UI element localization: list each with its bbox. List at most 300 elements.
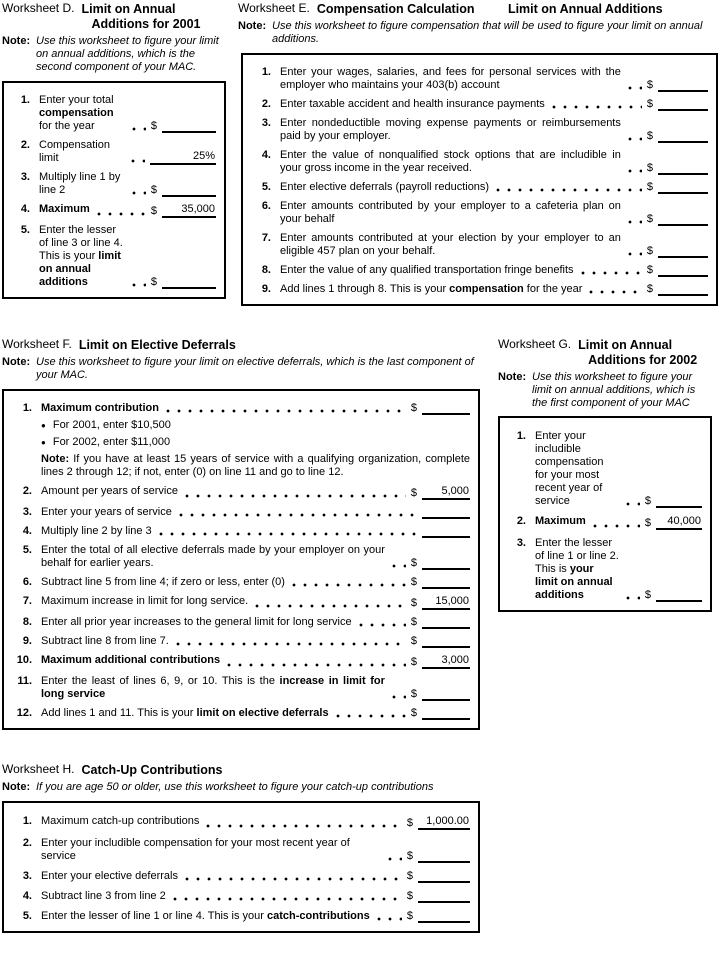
amount-underline: 1,000.00: [418, 815, 470, 830]
dot-leader: [166, 409, 406, 413]
dollar-sign: $: [410, 688, 417, 700]
line-number: 1.: [516, 430, 526, 442]
line-text-segment: catch-contributions: [267, 910, 370, 922]
line-text-segment: Maximum: [535, 515, 586, 527]
dot-leader: [628, 137, 642, 141]
line-number: 12.: [16, 707, 32, 719]
worksheet-f-header: [2, 338, 482, 353]
amount: [411, 688, 470, 701]
line-text-segment: Enter the value of nonqualified stock options that are includible in your gross income in the year received.: [280, 149, 621, 174]
line-text-segment: limit on annual additions: [39, 250, 121, 288]
line-text: [280, 283, 582, 296]
amount-underline: [658, 89, 708, 92]
line-text: [41, 910, 370, 923]
line-text-segment: Enter the least of lines 6, 9, or 10. This is the: [41, 675, 280, 687]
worksheet-title: [81, 2, 200, 32]
worksheet-d: [2, 2, 234, 299]
amount-underline: [422, 586, 470, 589]
line-number: 2.: [20, 139, 30, 151]
line-text-segment: Compensation limit: [39, 139, 110, 164]
amount: [411, 595, 470, 610]
note-label: Note:: [2, 356, 31, 368]
line-text-segment: Maximum: [39, 203, 90, 215]
amount: [411, 635, 470, 648]
dot-leader: [132, 191, 146, 195]
line-number: 2.: [22, 485, 32, 497]
worksheet-line: [8, 94, 216, 133]
amount-underline: [162, 286, 216, 289]
line-text-segment: for the year: [523, 283, 583, 295]
worksheet-line: [8, 707, 470, 720]
worksheet-d-box: [2, 81, 226, 299]
amount-underline: [162, 194, 216, 197]
dollar-sign: $: [644, 589, 651, 601]
dot-leader: [626, 502, 640, 506]
worksheet-line: [247, 66, 708, 92]
amount: [647, 213, 708, 226]
amount: [647, 181, 708, 194]
line-text-segment: Enter the lesser of line 1 or line 4. This is your: [41, 910, 268, 922]
dollar-sign: $: [406, 910, 413, 922]
line-text: [280, 149, 621, 175]
line-text: [39, 139, 124, 165]
title-line: Limit on Annual: [578, 338, 673, 352]
amount-underline: [422, 645, 470, 648]
line-text-segment: Enter your includible compensation for your most recent year of service: [535, 430, 604, 507]
line-text-segment: your limit on annual additions: [535, 563, 613, 601]
worksheet-g: [498, 338, 716, 612]
amount: [422, 535, 470, 538]
amount: [647, 162, 708, 175]
line-text: [41, 453, 470, 479]
amount: [151, 184, 216, 197]
line-text: [280, 98, 545, 111]
amount: [411, 616, 470, 629]
line-text: [280, 200, 621, 226]
dollar-sign: $: [406, 817, 413, 829]
line-number: 1.: [20, 94, 30, 106]
bullet-icon: ●: [41, 438, 46, 447]
worksheet-line: [8, 506, 470, 519]
amount-underline: [422, 717, 470, 720]
worksheet-line: [8, 890, 470, 903]
amount: [407, 890, 470, 903]
dollar-sign: $: [410, 656, 417, 668]
worksheet-e: [238, 2, 721, 306]
bullet-line: [8, 419, 470, 432]
worksheet-label: Worksheet E.: [238, 1, 310, 15]
worksheet-label: Worksheet D.: [2, 1, 75, 15]
amount: [647, 130, 708, 143]
amount-underline: 40,000: [656, 515, 702, 530]
line-text: [41, 402, 159, 415]
title-part: Limit on Annual Additions: [507, 2, 663, 16]
dollar-sign: $: [410, 557, 417, 569]
amount: [411, 402, 470, 415]
line-number: 7.: [261, 232, 271, 244]
note-label: Note:: [2, 35, 31, 47]
title-line: Limit on Annual: [81, 2, 176, 16]
worksheet-line: [8, 595, 470, 610]
line-text: [41, 890, 166, 903]
amount-underline: [658, 223, 708, 226]
line-text-segment: Enter your includible compensation for your most recent year of service: [41, 837, 350, 862]
line-number: 5.: [20, 224, 30, 236]
line-number: 3.: [261, 117, 271, 129]
line-text: [41, 485, 178, 498]
worksheet-line: [8, 654, 470, 669]
line-text-segment: Subtract line 3 from line 2: [41, 890, 166, 902]
worksheet-line: [8, 616, 470, 629]
amount-underline: 5,000: [422, 485, 470, 500]
line-text: [41, 815, 199, 828]
line-number: 10.: [16, 654, 32, 666]
dollar-sign: $: [646, 98, 653, 110]
worksheet-e-box: [241, 53, 718, 306]
worksheet-h-note: [2, 781, 482, 794]
worksheet-h-box: [2, 801, 480, 933]
line-text: [41, 654, 220, 667]
dollar-sign: $: [406, 870, 413, 882]
worksheet-line: [8, 203, 216, 218]
line-text: [41, 870, 178, 883]
dollar-sign: $: [644, 517, 651, 529]
amount-underline: [418, 860, 470, 863]
amount: [407, 910, 470, 923]
line-text: [41, 595, 248, 608]
amount: [411, 576, 470, 589]
line-number: 4.: [261, 149, 271, 161]
dot-leader: [131, 159, 145, 163]
amount: [647, 245, 708, 258]
line-text-segment: for the year: [39, 120, 95, 132]
amount-underline: [422, 516, 470, 519]
line-text: [41, 635, 169, 648]
amount: [647, 264, 708, 277]
line-text-segment: Subtract line 8 from line 7.: [41, 635, 169, 647]
bullet-line: [8, 436, 470, 449]
worksheet-e-header: [238, 2, 721, 17]
dot-leader: [227, 663, 406, 667]
line-text-segment: Subtract line 5 from line 4; if zero or less, enter (0): [41, 576, 285, 588]
worksheet-g-header: [498, 338, 716, 368]
line-number: 8.: [261, 264, 271, 276]
amount-underline: 15,000: [422, 595, 470, 610]
note-label: Note:: [2, 781, 31, 793]
dollar-sign: $: [646, 213, 653, 225]
dot-leader: [97, 212, 146, 216]
dollar-sign: $: [646, 264, 653, 276]
note-text: Use this worksheet to figure your limit on annual additions, which is the first component of your MAC: [532, 371, 696, 409]
dot-leader: [173, 897, 402, 901]
dot-leader: [388, 857, 402, 861]
line-text: [280, 264, 574, 277]
dollar-sign: $: [646, 79, 653, 91]
dot-leader: [132, 127, 146, 131]
dot-leader: [206, 824, 402, 828]
amount: [645, 589, 702, 602]
amount: [645, 495, 702, 508]
amount: [151, 120, 216, 133]
amount-underline: [658, 108, 708, 111]
worksheet-line: [8, 837, 470, 863]
amount: [407, 850, 470, 863]
line-number: 2.: [22, 837, 32, 849]
worksheet-title: Limit on Elective Deferrals: [78, 338, 236, 352]
dollar-sign: $: [150, 184, 157, 196]
dot-leader: [392, 564, 406, 568]
dollar-sign: $: [646, 245, 653, 257]
line-text-segment: Enter your wages, salaries, and fees for personal services with the employer who maintains your 403(b) account: [280, 66, 621, 91]
line-number: 11.: [17, 675, 32, 687]
dollar-sign: $: [150, 205, 157, 217]
dot-leader: [336, 714, 406, 718]
dollar-sign: $: [150, 120, 157, 132]
worksheet-title: Catch-Up Contributions: [81, 763, 223, 777]
line-number: 9.: [22, 635, 32, 647]
note-label: Note:: [238, 20, 267, 32]
line-text-segment: Enter all prior year increases to the general limit for long service: [41, 616, 352, 628]
amount: [151, 276, 216, 289]
worksheet-line: [247, 98, 708, 111]
worksheet-line: [247, 283, 708, 296]
amount: [150, 150, 216, 165]
dot-leader: [179, 513, 417, 517]
worksheet-line: [8, 576, 470, 589]
worksheet-line: [247, 264, 708, 277]
worksheet-d-header: [2, 2, 234, 32]
line-text-segment: Maximum increase in limit for long service.: [41, 595, 249, 607]
amount: [647, 79, 708, 92]
worksheet-line: [504, 515, 702, 530]
line-number: 1.: [22, 402, 32, 414]
amount-underline: [422, 535, 470, 538]
dot-leader: [626, 596, 640, 600]
worksheet-e-note: [238, 20, 721, 46]
dot-leader: [176, 642, 406, 646]
line-number: 3.: [516, 537, 526, 549]
line-number: 4.: [20, 203, 30, 215]
dot-leader: [255, 604, 406, 608]
amount: [411, 707, 470, 720]
amount: [647, 98, 708, 111]
amount: [411, 485, 470, 500]
line-number: 1.: [22, 815, 32, 827]
amount-underline: [422, 626, 470, 629]
line-number: 9.: [261, 283, 271, 295]
line-number: 5.: [261, 181, 271, 193]
title-line: Additions for 2001: [91, 17, 201, 31]
amount-underline: [422, 412, 470, 415]
amount-underline: [658, 255, 708, 258]
amount-underline: [656, 505, 702, 508]
worksheet-f-note: [2, 356, 482, 382]
worksheet-label: Worksheet G.: [498, 337, 572, 351]
line-text-segment: Maximum catch-up contributions: [41, 815, 200, 827]
line-text-segment: Enter your elective deferrals: [41, 870, 178, 882]
amount-underline: [418, 900, 470, 903]
worksheet-line: [8, 402, 470, 415]
dot-leader: [552, 105, 642, 109]
amount: [151, 203, 216, 218]
line-text: [41, 707, 329, 720]
line-text: [41, 616, 352, 629]
worksheet-d-note: [2, 35, 234, 74]
line-number: 4.: [22, 890, 32, 902]
dollar-sign: $: [410, 487, 417, 499]
line-text-segment: compensation: [39, 107, 114, 119]
worksheet-f-box: [2, 389, 480, 730]
worksheet-h: [2, 763, 482, 933]
worksheet-label: Worksheet F.: [2, 337, 72, 351]
worksheet-line: [247, 200, 708, 226]
worksheet-title: [578, 338, 697, 368]
amount-underline: [422, 567, 470, 570]
line-text-segment: Maximum contribution: [41, 402, 159, 414]
worksheet-line: [8, 870, 470, 883]
title-part: Compensation Calculation: [316, 2, 475, 16]
amount: [407, 815, 470, 830]
amount: [645, 515, 702, 530]
dot-leader: [628, 169, 642, 173]
line-text: [280, 117, 621, 143]
inner-note-label: Note:: [41, 453, 70, 465]
worksheet-line: [8, 815, 470, 830]
worksheet-line: [8, 224, 216, 289]
dot-leader: [392, 695, 406, 699]
dot-leader: [628, 86, 642, 90]
note-text: Use this worksheet to figure your limit on elective deferrals, which is the last component of your MAC.: [36, 356, 474, 381]
dot-leader: [292, 583, 406, 587]
line-text: [41, 525, 152, 538]
worksheet-line: [504, 537, 702, 602]
line-number: 3.: [20, 171, 30, 183]
line-text: [535, 430, 619, 508]
dot-leader: [185, 494, 406, 498]
amount: [411, 557, 470, 570]
line-text: [280, 181, 489, 194]
amount-underline: [162, 130, 216, 133]
amount-underline: [658, 191, 708, 194]
worksheet-line: [247, 232, 708, 258]
dot-leader: [589, 290, 641, 294]
line-text: [280, 232, 621, 258]
line-text-segment: If you have at least 15 years of service with a qualifying organization, complete lines 2 through 12; if not, enter (0) on line 11 and go to line 12.: [41, 453, 470, 478]
line-text: [535, 515, 586, 528]
line-text: [41, 436, 470, 449]
dollar-sign: $: [406, 850, 413, 862]
worksheet-line: [8, 485, 470, 500]
line-number: 2.: [261, 98, 271, 110]
line-text-segment: Enter taxable accident and health insurance payments: [280, 98, 545, 110]
line-text-segment: Multiply line 1 by line 2: [39, 171, 121, 196]
line-text-segment: Enter the lesser of line 1 or line 2. This is: [535, 537, 619, 575]
dot-leader: [132, 283, 146, 287]
amount-underline: [658, 274, 708, 277]
line-text-segment: Enter the total of all elective deferrals made by your employer on your behalf for earlier years.: [41, 544, 385, 569]
worksheet-line: [504, 430, 702, 508]
line-text: [41, 419, 470, 432]
amount-underline: 35,000: [162, 203, 216, 218]
line-text: [41, 506, 172, 519]
line-text-segment: Enter amounts contributed at your election by your employer to an eligible 457 plan on your behalf.: [280, 232, 621, 257]
line-text: [39, 94, 125, 133]
line-text: [41, 544, 385, 570]
amount-underline: 3,000: [422, 654, 470, 669]
dot-leader: [628, 220, 642, 224]
inner-note-line: [8, 453, 470, 479]
dollar-sign: $: [410, 616, 417, 628]
line-text: [39, 171, 125, 197]
line-text: [41, 576, 285, 589]
amount-underline: 25%: [150, 150, 216, 165]
dollar-sign: $: [406, 890, 413, 902]
line-text-segment: For 2002, enter $11,000: [52, 436, 171, 448]
line-number: 6.: [22, 576, 32, 588]
amount-underline: [656, 599, 702, 602]
line-number: 7.: [22, 595, 32, 607]
dollar-sign: $: [410, 576, 417, 588]
worksheet-label: Worksheet H.: [2, 762, 75, 776]
amount-underline: [658, 172, 708, 175]
line-text: [39, 203, 90, 216]
amount-underline: [658, 140, 708, 143]
amount: [411, 654, 470, 669]
dollar-sign: $: [410, 402, 417, 414]
line-text-segment: Enter nondeductible moving expense payments or reimbursements paid by your employer.: [280, 117, 621, 142]
line-text-segment: Multiply line 2 by line 3: [41, 525, 152, 537]
dollar-sign: $: [646, 162, 653, 174]
amount-underline: [658, 293, 708, 296]
dollar-sign: $: [646, 130, 653, 142]
line-number: 4.: [22, 525, 32, 537]
dollar-sign: $: [410, 635, 417, 647]
worksheet-line: [8, 525, 470, 538]
line-text-segment: Enter your total: [39, 94, 114, 106]
dollar-sign: $: [410, 597, 417, 609]
worksheet-h-header: [2, 763, 482, 778]
line-number: 8.: [22, 616, 32, 628]
line-text-segment: For 2001, enter $10,500: [52, 419, 171, 431]
line-number: 3.: [22, 506, 32, 518]
worksheet-line: [247, 149, 708, 175]
dollar-sign: $: [646, 181, 653, 193]
line-text: [535, 537, 619, 602]
amount: [422, 516, 470, 519]
dot-leader: [377, 917, 402, 921]
worksheet-g-box: [498, 416, 712, 612]
line-text-segment: Amount per years of service: [41, 485, 178, 497]
line-text-segment: compensation: [449, 283, 524, 295]
amount-underline: [422, 698, 470, 701]
worksheet-line: [8, 910, 470, 923]
amount-underline: [418, 880, 470, 883]
title-line: Additions for 2002: [588, 353, 698, 367]
line-text: [280, 66, 621, 92]
line-text: [39, 224, 125, 289]
dot-leader: [628, 252, 642, 256]
dot-leader: [593, 524, 640, 528]
amount: [407, 870, 470, 883]
worksheet-title: [317, 2, 663, 17]
dot-leader: [581, 271, 642, 275]
line-number: 6.: [261, 200, 271, 212]
dot-leader: [359, 623, 406, 627]
note-text: Use this worksheet to figure your limit on annual additions, which is the second component of your MAC.: [36, 35, 219, 73]
worksheet-line: [8, 139, 216, 165]
line-number: 1.: [261, 66, 271, 78]
line-number: 5.: [22, 544, 32, 556]
